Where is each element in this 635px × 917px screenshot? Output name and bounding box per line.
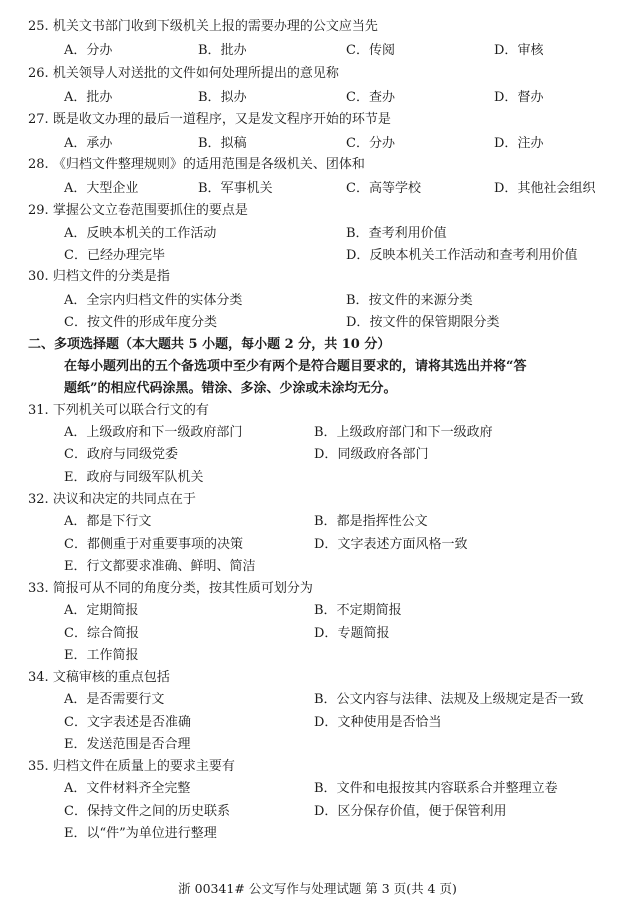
option-b: B．拟办	[198, 90, 247, 105]
question-number: 34.	[28, 670, 49, 685]
option-a: A．全宗内归档文件的实体分类	[64, 293, 243, 308]
option-e: E．工作简报	[64, 648, 139, 663]
question-25	[28, 15, 628, 34]
question-28	[28, 153, 628, 172]
option-b: B．上级政府部门和下一级政府	[314, 425, 493, 440]
option-d: D．区分保存价值，便于保管利用	[314, 804, 507, 819]
option-d: D．按文件的保管期限分类	[346, 315, 500, 330]
question-35	[28, 755, 628, 774]
option-c: C．保持文件之间的历史联系	[64, 804, 230, 819]
option-b: B．批办	[198, 43, 247, 58]
page-footer: 浙 00341# 公文写作与处理试题 第 3 页(共 4 页)	[178, 881, 457, 896]
question-text: 《归档文件整理规则》的适用范围是各级机关、团体和	[52, 157, 365, 172]
option-d: D．文字表述方面风格一致	[314, 537, 468, 552]
option-a: A．定期简报	[64, 603, 139, 618]
question-text: 机关文书部门收到下级机关上报的需要办理的公文应当先	[52, 19, 378, 34]
option-e: E．发送范围是否合理	[64, 737, 191, 752]
option-a: A．是否需要行文	[64, 692, 165, 707]
question-text: 文稿审核的重点包括	[52, 670, 170, 685]
option-a: A．大型企业	[64, 181, 139, 196]
option-e: E．以“件”为单位进行整理	[64, 826, 217, 841]
option-d: D．文种使用是否恰当	[314, 715, 442, 730]
question-number: 35.	[28, 759, 49, 774]
option-b: B．查考利用价值	[346, 226, 447, 241]
option-c: C．政府与同级党委	[64, 447, 178, 462]
question-number: 26.	[28, 66, 49, 81]
option-c: C．按文件的形成年度分类	[64, 315, 217, 330]
option-a: A．承办	[64, 136, 113, 151]
question-number: 29.	[28, 203, 49, 218]
option-c: C．综合简报	[64, 626, 139, 641]
question-number: 27.	[28, 112, 49, 127]
option-a: A．上级政府和下一级政府部门	[64, 425, 243, 440]
option-a: A．文件材料齐全完整	[64, 781, 191, 796]
option-c: C．查办	[346, 90, 395, 105]
question-text: 归档文件的分类是指	[52, 269, 170, 284]
question-number: 25.	[28, 19, 49, 34]
question-text: 下列机关可以联合行文的有	[52, 403, 209, 418]
question-text: 机关领导人对送批的文件如何处理所提出的意见称	[52, 66, 339, 81]
option-a: A．都是下行文	[64, 514, 152, 529]
question-number: 31.	[28, 403, 49, 418]
section-instructions-line2: 题纸”的相应代码涂黑。错涂、多涂、少涂或未涂均无分。	[64, 381, 397, 396]
option-b: B．文件和电报按其内容联系合并整理立卷	[314, 781, 558, 796]
option-d: D．审核	[494, 43, 544, 58]
question-number: 28.	[28, 157, 49, 172]
question-text: 既是收文办理的最后一道程序，又是发文程序开始的环节是	[52, 112, 391, 127]
question-30	[28, 265, 628, 284]
option-d: D．其他社会组织	[494, 181, 596, 196]
option-b: B．都是指挥性公文	[314, 514, 428, 529]
question-text: 掌握公文立卷范围要抓住的要点是	[52, 203, 248, 218]
question-number: 32.	[28, 492, 49, 507]
option-c: C．已经办理完毕	[64, 248, 165, 263]
question-text: 简报可从不同的角度分类，按其性质可划分为	[52, 581, 313, 596]
question-26	[28, 62, 628, 81]
option-a: A．分办	[64, 43, 113, 58]
option-d: D．注办	[494, 136, 544, 151]
option-d: D．同级政府各部门	[314, 447, 429, 462]
option-a: A．反映本机关的工作活动	[64, 226, 217, 241]
section-title: 二、多项选择题（本大题共 5 小题，每小题 2 分，共 10 分）	[28, 337, 391, 352]
option-e: E．政府与同级军队机关	[64, 470, 204, 485]
option-b: B．军事机关	[198, 181, 273, 196]
question-29	[28, 199, 628, 218]
option-c: C．分办	[346, 136, 395, 151]
question-text: 归档文件在质量上的要求主要有	[52, 759, 235, 774]
question-34	[28, 666, 628, 685]
option-b: B．拟稿	[198, 136, 247, 151]
option-e: E．行文都要求准确、鲜明、简洁	[64, 559, 256, 574]
option-b: B．公文内容与法律、法规及上级规定是否一致	[314, 692, 584, 707]
option-c: C．高等学校	[346, 181, 421, 196]
option-c: C．文字表述是否准确	[64, 715, 191, 730]
question-number: 30.	[28, 269, 49, 284]
section-instructions-line1: 在每小题列出的五个备选项中至少有两个是符合题目要求的，请将其选出并将“答	[64, 359, 527, 374]
question-text: 决议和决定的共同点在于	[52, 492, 196, 507]
option-d: D．反映本机关工作活动和查考利用价值	[346, 248, 578, 263]
question-33	[28, 577, 628, 596]
option-a: A．批办	[64, 90, 113, 105]
option-b: B．按文件的来源分类	[346, 293, 473, 308]
option-b: B．不定期简报	[314, 603, 402, 618]
option-c: C．都侧重于对重要事项的决策	[64, 537, 243, 552]
question-27	[28, 108, 628, 127]
question-32	[28, 488, 628, 507]
question-number: 33.	[28, 581, 49, 596]
option-d: D．专题简报	[314, 626, 390, 641]
question-31	[28, 399, 628, 418]
option-d: D．督办	[494, 90, 544, 105]
option-c: C．传阅	[346, 43, 395, 58]
